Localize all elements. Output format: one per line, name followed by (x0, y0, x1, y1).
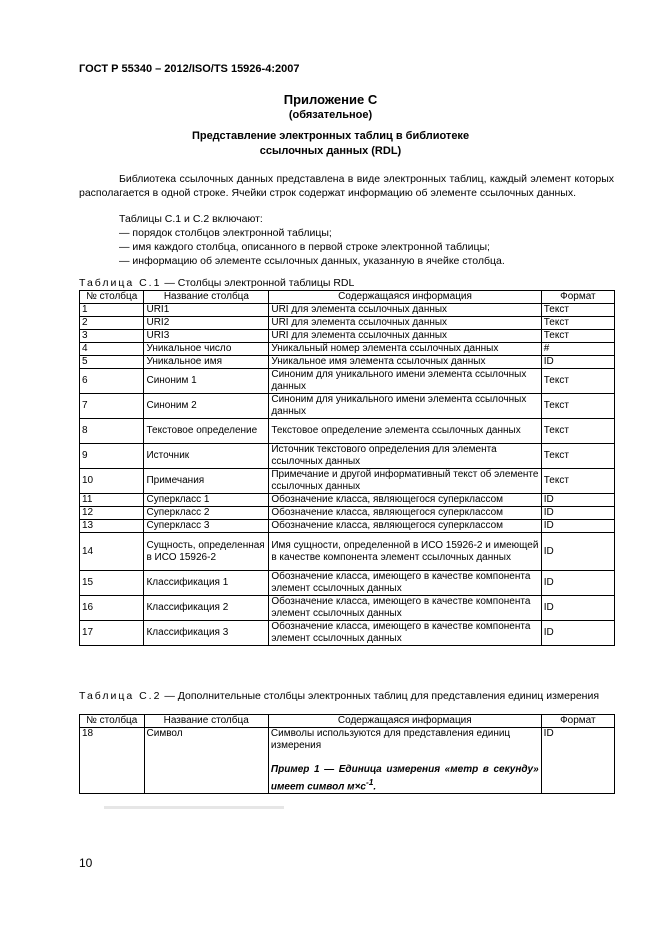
cell-name: Суперкласс 3 (144, 520, 269, 533)
list-item: — имя каждого столбца, описанного в первой строке электронной таблицы; (119, 240, 505, 254)
cell-info: Обозначение класса, имеющего в качестве компонента элемент ссылочных данных (269, 571, 541, 596)
cell-format: ID (541, 494, 614, 507)
list-item: — порядок столбцов электронной таблицы; (119, 226, 505, 240)
cell-number: 13 (80, 520, 144, 533)
cell-number: 7 (80, 394, 144, 419)
cell-number: 10 (80, 469, 144, 494)
cell-info: URI для элемента ссылочных данных (269, 317, 541, 330)
cell-number: 8 (80, 419, 144, 444)
cell-format: Текст (541, 469, 614, 494)
table-row (80, 394, 615, 419)
cell-info: Имя сущности, определенной в ИСО 15926-2 и имеющей в качестве компонента элемент ссылочных данных (269, 533, 541, 571)
table2-caption (79, 690, 614, 703)
example-note (271, 764, 539, 793)
cell-number: 15 (80, 571, 144, 596)
cell-info (268, 728, 541, 794)
table1-caption-text: — Столбцы электронной таблицы RDL (161, 277, 355, 289)
body-paragraph: Библиотека ссылочных данных представлена в виде электронных таблиц, каждый элемент которых располагается в одной строке. Ячейки строк содержат информацию об элементе ссылочных данных. (79, 173, 614, 199)
cell-info: Обозначение класса, являющегося суперклассом (269, 507, 541, 520)
cell-number: 1 (80, 304, 144, 317)
table-row (80, 728, 615, 794)
section-title-line-2: ссылочных данных (RDL) (259, 145, 402, 157)
table2-header-info: Содержащаяся информация (268, 715, 541, 728)
table-2 (79, 714, 615, 794)
cell-format: ID (541, 621, 614, 646)
table-row (80, 621, 615, 646)
table-row (80, 520, 615, 533)
cell-name: URI3 (144, 330, 269, 343)
list-item: — информацию об элементе ссылочных данных, указанную в ячейке столбца. (119, 254, 505, 268)
cell-name: Примечания (144, 469, 269, 494)
cell-info: URI для элемента ссылочных данных (269, 330, 541, 343)
cell-format: Текст (541, 394, 614, 419)
cell-info: Обозначение класса, являющегося суперклассом (269, 520, 541, 533)
cell-info: Синоним для уникального имени элемента ссылочных данных (269, 394, 541, 419)
section-title (0, 129, 661, 159)
table-row (80, 330, 615, 343)
document-header: ГОСТ Р 55340 – 2012/ISO/TS 15926-4:2007 (79, 63, 300, 75)
cell-info: Уникальное имя элемента ссылочных данных (269, 356, 541, 369)
cell-info: Примечание и другой информативный текст об элементе ссылочных данных (269, 469, 541, 494)
table2-caption-text: — Дополнительные столбцы электронных таблиц для представления единиц измерения (161, 690, 600, 702)
cell-name: Синоним 1 (144, 369, 269, 394)
table-row (80, 596, 615, 621)
cell-number: 9 (80, 444, 144, 469)
cell-number: 17 (80, 621, 144, 646)
cell-number: 2 (80, 317, 144, 330)
table1-caption-label: Таблица С.1 (79, 277, 162, 289)
cell-format: ID (541, 356, 614, 369)
table-row (80, 507, 615, 520)
cell-format: Текст (541, 444, 614, 469)
table1-header-format: Формат (541, 291, 614, 304)
cell-info: Обозначение класса, являющегося суперклассом (269, 494, 541, 507)
table-row (80, 356, 615, 369)
cell-number: 12 (80, 507, 144, 520)
table1-caption (79, 277, 354, 289)
cell-name: URI1 (144, 304, 269, 317)
table1-header-number: № столбца (80, 291, 144, 304)
cell-format: Текст (541, 304, 614, 317)
cell-name: Источник (144, 444, 269, 469)
table-row (80, 494, 615, 507)
cell-name: Сущность, определенная в ИСО 15926-2 (144, 533, 269, 571)
table-row (80, 469, 615, 494)
cell-number: 11 (80, 494, 144, 507)
cell-format: ID (541, 520, 614, 533)
table1-header-name: Название столбца (144, 291, 269, 304)
cell-format: ID (541, 507, 614, 520)
cell-name: Классификация 3 (144, 621, 269, 646)
cell-number: 14 (80, 533, 144, 571)
table-row (80, 533, 615, 571)
cell-name: Классификация 2 (144, 596, 269, 621)
cell-name: URI2 (144, 317, 269, 330)
section-title-line-1: Представление электронных таблиц в библиотеке (191, 130, 470, 142)
scan-artifact (104, 806, 284, 809)
cell-info: Текстовое определение элемента ссылочных данных (269, 419, 541, 444)
cell-info: URI для элемента ссылочных данных (269, 304, 541, 317)
table-row (80, 369, 615, 394)
cell-name: Синоним 2 (144, 394, 269, 419)
appendix-title: Приложение С (283, 92, 378, 107)
cell-name: Суперкласс 2 (144, 507, 269, 520)
example-end: . (373, 781, 377, 793)
cell-format: Текст (541, 419, 614, 444)
cell-format: ID (541, 728, 614, 794)
table-row (80, 343, 615, 356)
appendix-status: (обязательное) (288, 109, 373, 121)
cell-format: # (541, 343, 614, 356)
table-row (80, 317, 615, 330)
table2-header-name: Название столбца (144, 715, 268, 728)
cell-name: Классификация 1 (144, 571, 269, 596)
table-1 (79, 290, 615, 646)
table-row (80, 304, 615, 317)
cell-format: Текст (541, 317, 614, 330)
cell-name: Уникальное число (144, 343, 269, 356)
dash-list (119, 226, 505, 268)
cell-name: Текстовое определение (144, 419, 269, 444)
cell-number: 3 (80, 330, 144, 343)
example-superscript: -1 (365, 777, 374, 787)
table2-header-number: № столбца (80, 715, 145, 728)
cell-info: Обозначение класса, имеющего в качестве компонента элемент ссылочных данных (269, 621, 541, 646)
cell-info: Источник текстового определения для элемента ссылочных данных (269, 444, 541, 469)
cell-number: 18 (80, 728, 145, 794)
cell-info: Обозначение класса, имеющего в качестве компонента элемент ссылочных данных (269, 596, 541, 621)
table1-header-info: Содержащаяся информация (269, 291, 541, 304)
cell-name: Уникальное имя (144, 356, 269, 369)
cell-name: Суперкласс 1 (144, 494, 269, 507)
table-row (80, 571, 615, 596)
cell-info: Синоним для уникального имени элемента ссылочных данных (269, 369, 541, 394)
table2-caption-label: Таблица С.2 (79, 690, 162, 702)
cell-info-text: Символы используются для представления единиц измерения (270, 728, 511, 751)
table2-header-format: Формат (541, 715, 614, 728)
cell-number: 16 (80, 596, 144, 621)
cell-format: ID (541, 571, 614, 596)
body-intro: Таблицы С.1 и С.2 включают: (119, 213, 263, 225)
cell-format: Текст (541, 369, 614, 394)
cell-number: 6 (80, 369, 144, 394)
cell-number: 4 (80, 343, 144, 356)
cell-info: Уникальный номер элемента ссылочных данных (269, 343, 541, 356)
cell-format: ID (541, 596, 614, 621)
cell-name: Символ (144, 728, 268, 794)
cell-format: ID (541, 533, 614, 571)
page-number: 10 (79, 856, 93, 870)
example-text: Пример 1 — Единица измерения «метр в секунду» имеет символ м×с (270, 764, 539, 793)
table-row (80, 419, 615, 444)
cell-format: Текст (541, 330, 614, 343)
cell-number: 5 (80, 356, 144, 369)
table-row (80, 444, 615, 469)
table1-body (80, 304, 615, 646)
